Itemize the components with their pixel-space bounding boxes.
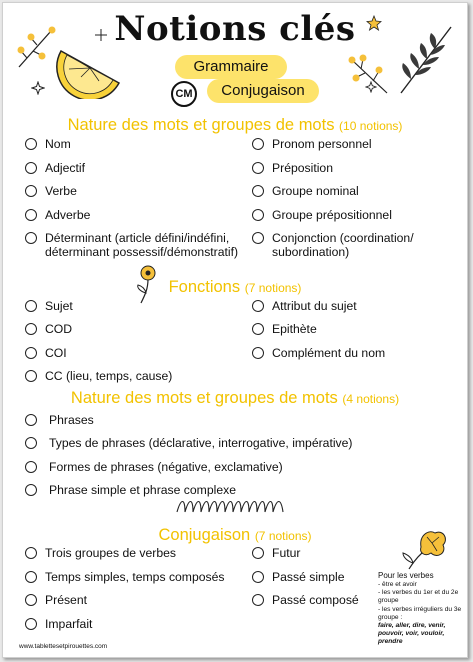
checkbox-circle-icon[interactable] <box>252 594 264 606</box>
checkbox-circle-icon[interactable] <box>252 209 264 221</box>
flower-icon <box>399 527 449 571</box>
checkbox-circle-icon[interactable] <box>252 347 264 359</box>
checkbox-circle-icon[interactable] <box>25 185 37 197</box>
checkbox-circle-icon[interactable] <box>25 437 37 449</box>
badge-conjugaison: Conjugaison <box>207 79 319 103</box>
checkbox-circle-icon[interactable] <box>252 162 264 174</box>
note-heading: Pour les verbes <box>378 571 434 580</box>
checkbox-circle-icon[interactable] <box>252 571 264 583</box>
checkbox-circle-icon[interactable] <box>25 209 37 221</box>
verbs-note <box>378 571 468 647</box>
checkbox-circle-icon[interactable] <box>252 547 264 559</box>
section-count: (10 notions) <box>339 119 403 133</box>
worksheet-page: Notions clés Grammaire CM Conjugaison Nature des mots et groupes de mots (10 notions) Nom Adjectif Verbe Adverbe Déterminant (article défini/indéfini, déterminant possessif/démonstratif) Pronom personnel Préposition Groupe nominal Groupe prépositionnel Conjonction (coordination/ subordination) Fonctions (7 notions) Sujet COD COI CC (lieu, temps, cause) Attribut du sujet Epithète Complément du nom Nature des mots et groupes de mots (4 notions) Phrases Types de phrases (déclarative, interrogative, impérative) Formes de phrases (négative, exclamative) Phrase simple et phrase complexe Conjugaison (7 notions) Trois groupes de verbes Temps simples, temps composés Présent Imparfait Futur Passé simple Passé composé Pour les verbes - être et avoir - les verbes du 1er et du 2e groupe - les verbes irréguliers du 3e groupe : faire, aller, dire, venir, pouvoir, voir, vouloir, prendre www.tablettesetpirouettes.com <box>2 2 468 658</box>
checkbox-circle-icon[interactable] <box>252 323 264 335</box>
checkbox-circle-icon[interactable] <box>25 138 37 150</box>
checkbox-circle-icon[interactable] <box>25 232 37 244</box>
checkbox-circle-icon[interactable] <box>25 594 37 606</box>
star-icon <box>365 81 377 93</box>
checkbox-circle-icon[interactable] <box>252 185 264 197</box>
note-line: faire, aller, dire, venir, pouvoir, voir, vouloir, prendre <box>378 622 446 646</box>
checkbox-circle-icon[interactable] <box>252 232 264 244</box>
section-title-conjugaison <box>3 526 467 545</box>
section-title-text: Nature des mots et groupes de mots <box>67 116 335 134</box>
section-title-fonctions <box>3 278 467 297</box>
footer-url: www.tablettesetpirouettes.com <box>19 643 108 650</box>
checkbox-circle-icon[interactable] <box>25 323 37 335</box>
note-line: - les verbes du 1er et du 2e groupe <box>378 589 459 605</box>
checkbox-circle-icon[interactable] <box>25 370 37 382</box>
section-title-text: Conjugaison <box>158 526 251 544</box>
section-title-text: Fonctions <box>168 278 241 296</box>
checkbox-circle-icon[interactable] <box>252 138 264 150</box>
section-title-nature <box>3 116 467 135</box>
section-count: (7 notions) <box>254 529 312 543</box>
note-line: - être et avoir <box>378 581 417 588</box>
page-title: Notions clés <box>114 9 356 49</box>
squiggle-divider <box>175 500 287 516</box>
checkbox-circle-icon[interactable] <box>252 300 264 312</box>
badge-grammaire: Grammaire <box>175 55 287 79</box>
note-line: - les verbes irréguliers du 3e groupe : <box>378 605 462 621</box>
section-count: (4 notions) <box>342 392 400 406</box>
section-count: (7 notions) <box>244 281 302 295</box>
logo: CM <box>171 81 197 107</box>
section-title-nature-phrases <box>3 389 467 408</box>
star-icon <box>31 81 45 95</box>
lemon-slice-icon <box>55 43 125 99</box>
checkbox-circle-icon[interactable] <box>25 547 37 559</box>
checkbox-circle-icon[interactable] <box>25 571 37 583</box>
section-title-text: Nature des mots et groupes de mots <box>70 389 338 407</box>
checkbox-circle-icon[interactable] <box>25 484 37 496</box>
checkbox-circle-icon[interactable] <box>25 300 37 312</box>
checkbox-circle-icon[interactable] <box>25 461 37 473</box>
checkbox-circle-icon[interactable] <box>25 162 37 174</box>
checkbox-circle-icon[interactable] <box>25 347 37 359</box>
checkbox-circle-icon[interactable] <box>25 414 37 426</box>
checkbox-circle-icon[interactable] <box>25 618 37 630</box>
